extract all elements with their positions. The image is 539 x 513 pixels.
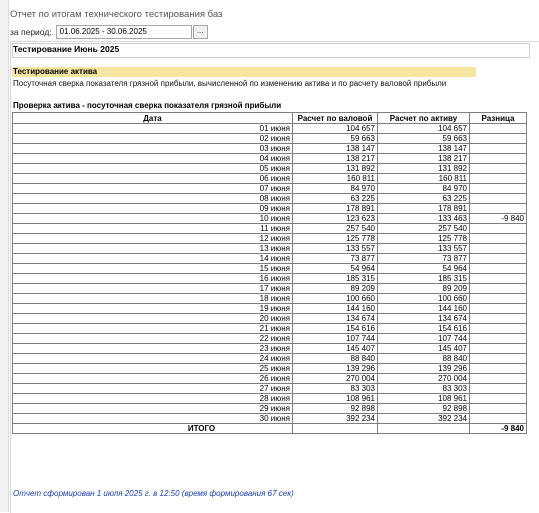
row-date: 06 июня [13,174,293,184]
row-date: 20 июня [13,314,293,324]
row-date: 03 июня [13,144,293,154]
period-label: за период: [10,27,52,37]
table-row [13,384,527,394]
row-asset: 185 315 [378,274,470,284]
row-gross: 107 744 [293,334,378,344]
section-description: Посуточная сверка показателя грязной прибыли, вычисленной по изменению актива и по расчету валовой прибыли [13,79,447,88]
row-asset: 145 407 [378,344,470,354]
row-diff [470,294,527,304]
row-gross: 123 623 [293,214,378,224]
row-diff [470,414,527,424]
row-gross: 125 778 [293,234,378,244]
row-asset: 84 970 [378,184,470,194]
row-gross: 257 540 [293,224,378,234]
row-diff [470,284,527,294]
row-gross: 133 557 [293,244,378,254]
row-asset: 100 660 [378,294,470,304]
row-diff [470,324,527,334]
table-row [13,244,527,254]
row-gross: 144 160 [293,304,378,314]
table-row [13,144,527,154]
row-gross: 134 674 [293,314,378,324]
row-diff [470,154,527,164]
table-row [13,304,527,314]
row-asset: 138 217 [378,154,470,164]
period-row [10,25,208,39]
row-asset: 178 891 [378,204,470,214]
row-diff [470,234,527,244]
table-row [13,364,527,374]
row-diff [470,224,527,234]
row-diff [470,204,527,214]
period-input[interactable] [56,25,192,39]
row-gross: 145 407 [293,344,378,354]
row-date: 11 июня [13,224,293,234]
row-asset: 104 657 [378,124,470,134]
row-diff [470,374,527,384]
left-panel-edge [0,0,9,512]
row-asset: 392 234 [378,414,470,424]
row-asset: 270 004 [378,374,470,384]
row-diff [470,134,527,144]
report-title: Отчет по итогам технического тестирования баз [10,9,223,20]
row-gross: 178 891 [293,204,378,214]
row-diff [470,124,527,134]
table-row [13,404,527,414]
row-date: 08 июня [13,194,293,204]
column-header-asset: Расчет по активу [378,113,470,124]
row-date: 04 июня [13,154,293,164]
column-header-gross: Расчет по валовой [293,113,378,124]
row-diff [470,344,527,354]
row-date: 28 июня [13,394,293,404]
row-diff [470,184,527,194]
table-header-row [13,113,527,124]
table-row [13,214,527,224]
total-row [13,424,527,434]
table-row [13,234,527,244]
row-gross: 154 616 [293,324,378,334]
table-row [13,294,527,304]
row-gross: 138 217 [293,154,378,164]
row-asset: 54 964 [378,264,470,274]
row-gross: 84 970 [293,184,378,194]
row-date: 27 июня [13,384,293,394]
total-asset [378,424,470,434]
table-row [13,414,527,424]
table-row [13,354,527,364]
total-gross [293,424,378,434]
row-diff [470,174,527,184]
row-gross: 104 657 [293,124,378,134]
row-date: 07 июня [13,184,293,194]
row-asset: 83 303 [378,384,470,394]
table-row [13,374,527,384]
total-diff: -9 840 [470,424,527,434]
row-diff [470,364,527,374]
footer-note: Отчет сформирован 1 июля 2025 г. в 12:50 (время формирования 67 сек) [13,489,294,498]
table-row [13,314,527,324]
row-gross: 160 811 [293,174,378,184]
row-date: 23 июня [13,344,293,354]
row-asset: 63 225 [378,194,470,204]
row-asset: 89 209 [378,284,470,294]
table-row [13,394,527,404]
row-date: 15 июня [13,264,293,274]
row-asset: 133 463 [378,214,470,224]
column-header-date: Дата [13,113,293,124]
table-row [13,254,527,264]
row-date: 10 июня [13,214,293,224]
row-asset: 134 674 [378,314,470,324]
row-asset: 154 616 [378,324,470,334]
row-gross: 108 961 [293,394,378,404]
section-title: Тестирование актива [13,67,98,76]
row-asset: 88 840 [378,354,470,364]
table-row [13,274,527,284]
table-row [13,334,527,344]
table-row [13,184,527,194]
row-asset: 107 744 [378,334,470,344]
row-diff [470,144,527,154]
row-gross: 73 877 [293,254,378,264]
row-date: 18 июня [13,294,293,304]
row-diff [470,274,527,284]
report-header: Тестирование Июнь 2025 [13,44,120,54]
row-asset: 92 898 [378,404,470,414]
row-date: 30 июня [13,414,293,424]
row-gross: 92 898 [293,404,378,414]
row-gross: 138 147 [293,144,378,154]
row-gross: 270 004 [293,374,378,384]
row-date: 13 июня [13,244,293,254]
row-date: 26 июня [13,374,293,384]
row-gross: 392 234 [293,414,378,424]
row-gross: 88 840 [293,354,378,364]
row-asset: 144 160 [378,304,470,314]
row-date: 14 июня [13,254,293,264]
table-row [13,174,527,184]
table-row [13,194,527,204]
table-row [13,284,527,294]
table-row [13,164,527,174]
row-date: 24 июня [13,354,293,364]
row-asset: 59 663 [378,134,470,144]
row-diff [470,264,527,274]
row-diff [470,254,527,264]
row-diff [470,334,527,344]
table-row [13,154,527,164]
row-gross: 131 892 [293,164,378,174]
row-diff [470,394,527,404]
row-gross: 63 225 [293,194,378,204]
row-diff [470,354,527,364]
row-diff [470,304,527,314]
row-asset: 133 557 [378,244,470,254]
reconciliation-table [12,112,527,434]
row-asset: 131 892 [378,164,470,174]
row-date: 16 июня [13,274,293,284]
row-diff [470,404,527,414]
row-diff [470,244,527,254]
row-date: 12 июня [13,234,293,244]
table-row [13,124,527,134]
row-asset: 257 540 [378,224,470,234]
table-title: Проверка актива - посуточная сверка показателя грязной прибыли [13,101,282,110]
table-row [13,324,527,334]
table-row [13,204,527,214]
row-date: 21 июня [13,324,293,334]
row-asset: 73 877 [378,254,470,264]
row-date: 01 июня [13,124,293,134]
row-date: 17 июня [13,284,293,294]
table-row [13,134,527,144]
total-label: ИТОГО [13,424,293,434]
row-diff [470,314,527,324]
period-select-button[interactable]: ... [193,25,208,39]
row-asset: 160 811 [378,174,470,184]
row-diff [470,164,527,174]
column-header-diff: Разница [470,113,527,124]
row-asset: 125 778 [378,234,470,244]
row-gross: 83 303 [293,384,378,394]
row-gross: 89 209 [293,284,378,294]
row-date: 05 июня [13,164,293,174]
row-gross: 59 663 [293,134,378,144]
row-asset: 138 147 [378,144,470,154]
row-gross: 100 660 [293,294,378,304]
row-date: 09 июня [13,204,293,214]
row-asset: 108 961 [378,394,470,404]
row-gross: 139 296 [293,364,378,374]
table-row [13,264,527,274]
table-row [13,224,527,234]
row-diff: -9 840 [470,214,527,224]
table-row [13,344,527,354]
row-diff [470,384,527,394]
row-diff [470,194,527,204]
row-date: 29 июня [13,404,293,414]
row-gross: 185 315 [293,274,378,284]
row-gross: 54 964 [293,264,378,274]
row-date: 22 июня [13,334,293,344]
row-asset: 139 296 [378,364,470,374]
row-date: 19 июня [13,304,293,314]
row-date: 25 июня [13,364,293,374]
row-date: 02 июня [13,134,293,144]
